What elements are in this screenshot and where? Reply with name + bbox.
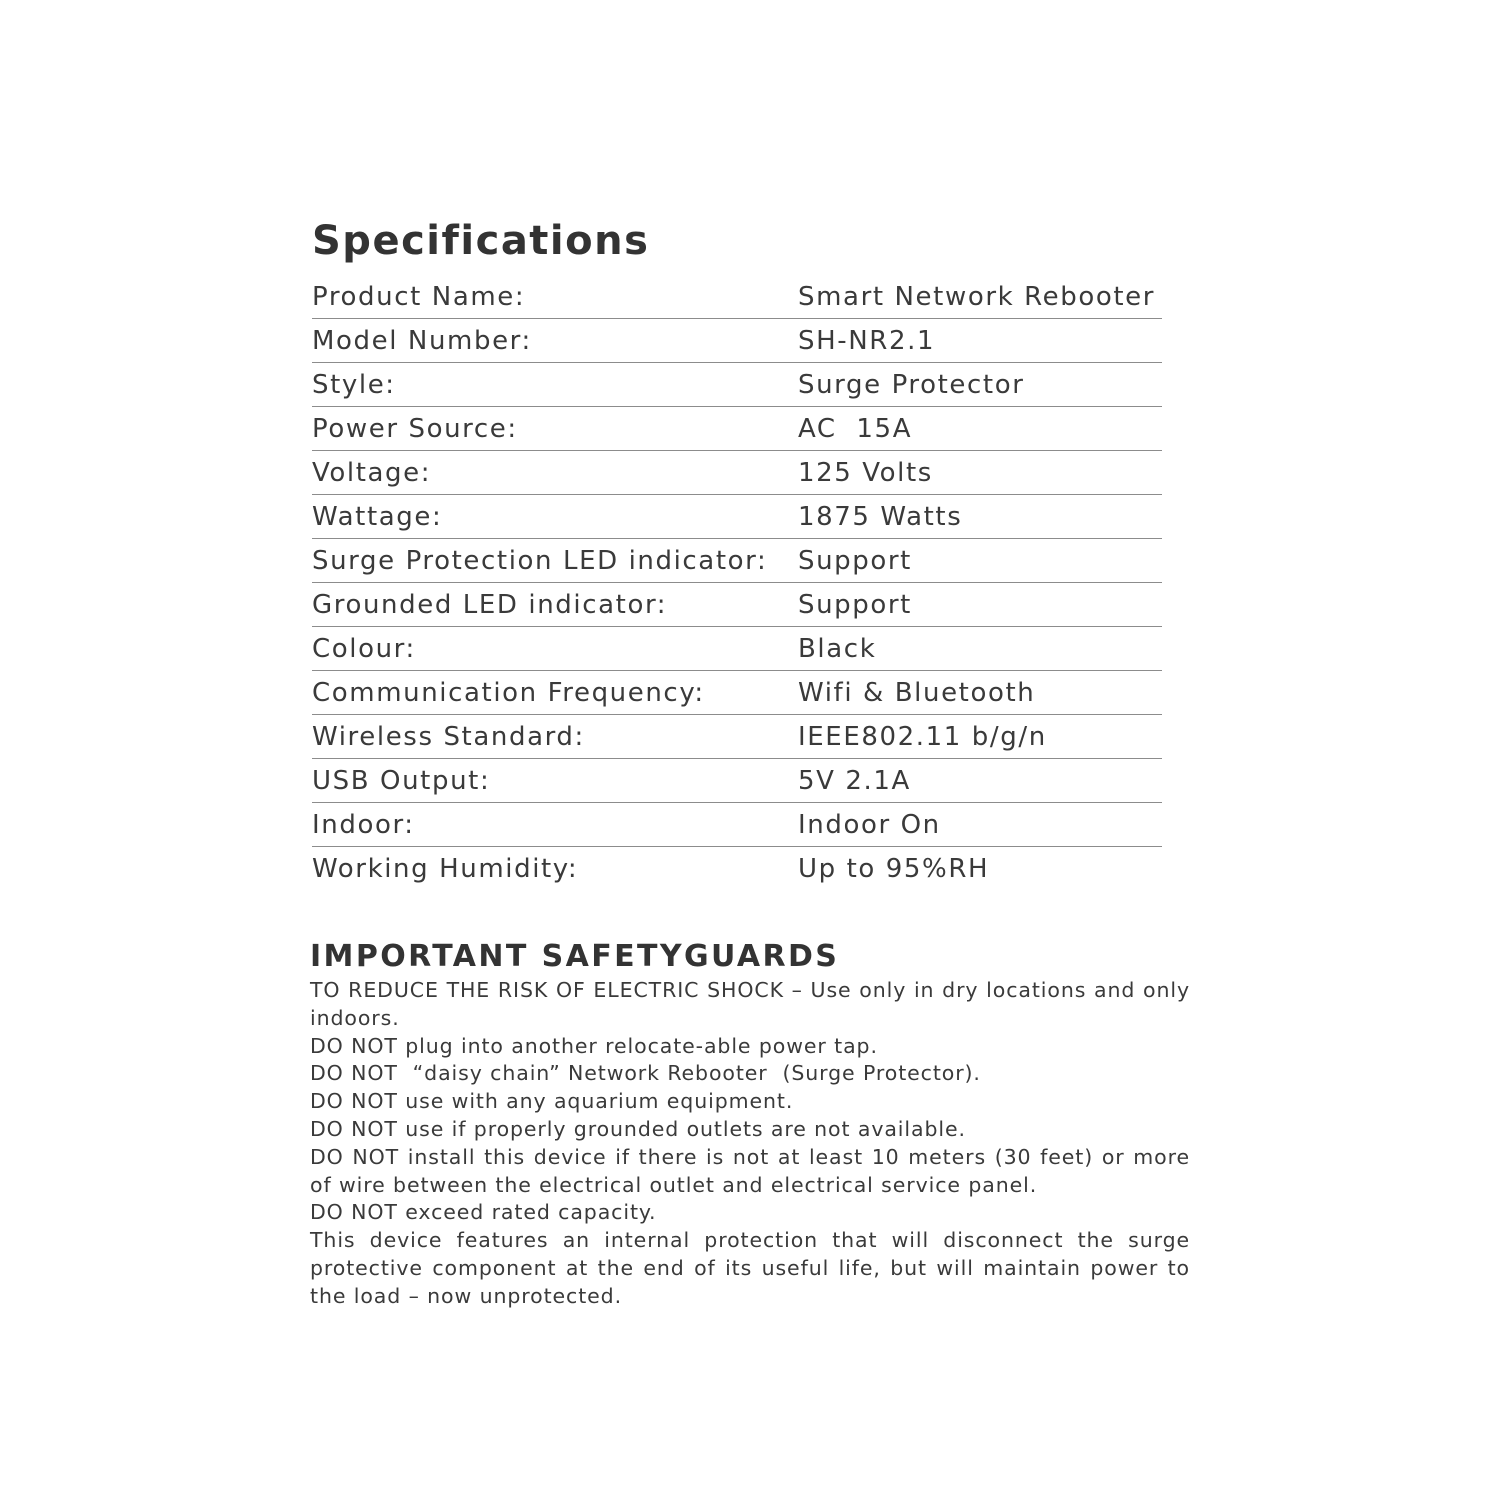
spec-label: Indoor:	[312, 809, 415, 840]
spec-row-product-name	[312, 275, 1162, 319]
safety-line: protective component at the end of its useful life, but will maintain power to	[310, 1255, 1190, 1280]
spec-label: Wattage:	[312, 501, 443, 532]
spec-row-wireless-standard	[312, 715, 1162, 759]
spec-value: Support	[798, 589, 912, 620]
document-page	[310, 215, 1190, 1311]
spec-value: 5V 2.1A	[798, 765, 911, 796]
spec-value: Indoor On	[798, 809, 941, 840]
spec-value: IEEE802.11 b/g/n	[798, 721, 1047, 752]
spec-value: Black	[798, 633, 877, 664]
spec-row-wattage	[312, 495, 1162, 539]
spec-label: Colour:	[312, 633, 416, 664]
spec-label: Power Source:	[312, 413, 518, 444]
spec-value: 125 Volts	[798, 457, 933, 488]
spec-row-indoor	[312, 803, 1162, 847]
spec-value: Support	[798, 545, 912, 576]
spec-row-grounded-led	[312, 583, 1162, 627]
specifications-table	[312, 275, 1162, 891]
spec-value: 1875 Watts	[798, 501, 963, 532]
safety-line: DO NOT plug into another relocate-able power tap.	[310, 1033, 878, 1058]
safety-line: DO NOT use if properly grounded outlets are not available.	[310, 1116, 966, 1141]
spec-label: Voltage:	[312, 457, 432, 488]
spec-row-communication-frequency	[312, 671, 1162, 715]
spec-row-voltage	[312, 451, 1162, 495]
spec-value: Wifi & Bluetooth	[798, 677, 1036, 708]
safety-title: IMPORTANT SAFETYGUARDS	[310, 939, 840, 974]
spec-row-working-humidity	[312, 847, 1162, 891]
safety-body	[310, 977, 1190, 1311]
spec-label: Grounded LED indicator:	[312, 589, 668, 620]
spec-row-power-source	[312, 407, 1162, 451]
safety-line: TO REDUCE THE RISK OF ELECTRIC SHOCK – Use only in dry locations and only	[310, 978, 1190, 1002]
safety-line: DO NOT “daisy chain” Network Rebooter (Surge Protector).	[310, 1061, 981, 1086]
spec-label: Style:	[312, 369, 396, 400]
safety-line: the load – now unprotected.	[310, 1283, 622, 1308]
spec-value: Up to 95%RH	[798, 854, 990, 884]
spec-value: Smart Network Rebooter	[798, 281, 1156, 312]
spec-value: AC 15A	[798, 413, 913, 444]
safety-line: of wire between the electrical outlet and electrical service panel.	[310, 1172, 1038, 1197]
spec-label: Model Number:	[312, 325, 532, 356]
specifications-title: Specifications	[312, 218, 650, 264]
safety-line: DO NOT use with any aquarium equipment.	[310, 1089, 794, 1114]
spec-label: Wireless Standard:	[312, 721, 585, 752]
spec-label: Working Humidity:	[312, 854, 579, 884]
spec-value: SH-NR2.1	[798, 325, 936, 356]
spec-row-model-number	[312, 319, 1162, 363]
safety-line: DO NOT install this device if there is not at least 10 meters (30 feet) or more	[310, 1144, 1190, 1169]
safety-line: This device features an internal protection that will disconnect the surge	[310, 1228, 1190, 1253]
spec-label: Surge Protection LED indicator:	[312, 545, 768, 576]
spec-row-colour	[312, 627, 1162, 671]
spec-row-usb-output	[312, 759, 1162, 803]
safety-line: DO NOT exceed rated capacity.	[310, 1200, 657, 1225]
spec-label: Product Name:	[312, 281, 526, 312]
safety-line: indoors.	[310, 1005, 400, 1030]
spec-row-style	[312, 363, 1162, 407]
spec-row-surge-led	[312, 539, 1162, 583]
spec-value: Surge Protector	[798, 369, 1025, 400]
spec-label: Communication Frequency:	[312, 677, 705, 708]
spec-label: USB Output:	[312, 765, 491, 796]
